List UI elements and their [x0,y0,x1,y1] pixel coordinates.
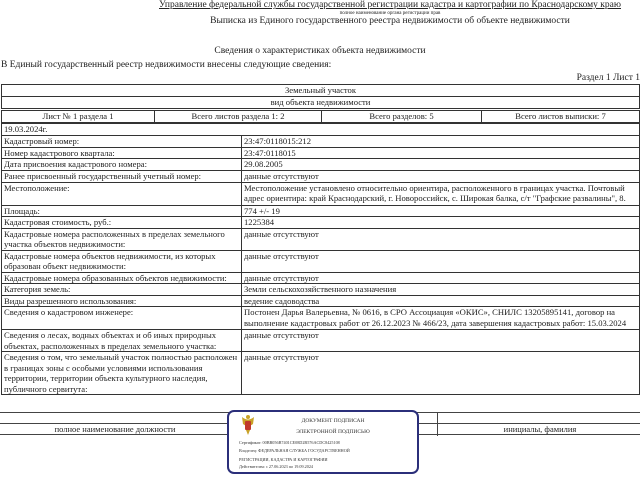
row-value: Местоположение установлено относительно ориентира, расположенного в границах участка. Почтовый адрес ориентира: край Краснодарский, г. Новороссийск, с. Широкая балка, с/т "Графские развалины", 8. [242,182,640,205]
e-signature-stamp [227,410,419,474]
row-value: Земли сельскохозяйственного назначения [242,284,640,296]
stamp-line1: ДОКУМЕНТ ПОДПИСАН [301,418,365,424]
section-sheets-total: Всего листов раздела 1: 2 [155,111,322,123]
table-row [2,307,640,330]
row-value: данные отсутствуют [242,228,640,250]
row-label: Кадастровый номер: [2,136,242,148]
table-row [2,295,640,307]
row-value: данные отсутствуют [242,272,640,284]
main-table-a [1,123,640,171]
stamp-certificate: Сертификат: 00BB056B7401CE08D2B576ACDC8425108 [239,440,340,445]
section-title: Сведения о характеристиках объекта недвижимости [214,46,426,56]
row-label: Категория земель: [2,284,242,296]
table-row [2,272,640,284]
table-row [2,136,640,148]
row-label: Кадастровые номера образованных объектов недвижимости: [2,272,242,284]
row-label: Кадастровые номера расположенных в пределах земельного участка объектов недвижимости: [2,228,242,250]
authority-name: Управление федеральной службы государственной регистрации кадастра и картографии по Краснодарскому краю [159,0,621,10]
section-ref: Раздел 1 Лист 1 [576,73,640,83]
stamp-line2: ЭЛЕКТРОННОЙ ПОДПИСЬЮ [296,429,370,435]
sheet-info-table [1,110,640,123]
main-table-b [1,170,640,395]
row-label: Виды разрешенного использования: [2,295,242,307]
extract-date: 19.03.2024г. [2,124,640,136]
row-label: Сведения о кадастровом инженере: [2,307,242,330]
row-label: Сведения о лесах, водных объектах и об иных природных объектах, расположенных в пределах земельного участка: [2,330,242,352]
table-row [2,182,640,205]
row-value: 23:47:0118015:212 [242,136,640,148]
sections-total: Всего разделов: 5 [322,111,482,123]
stamp-owner2: РЕГИСТРАЦИИ, КАДАСТРА И КАРТОГРАФИИ [239,457,328,462]
table-row [2,352,640,395]
document-title: Выписка из Единого государственного реестра недвижимости об объекте недвижимости [210,16,570,26]
table-row [2,147,640,159]
row-value: 1225384 [242,217,640,229]
row-value: данные отсутствуют [242,330,640,352]
table-row [2,330,640,352]
row-label: Кадастровые номера объектов недвижимости, из которых образован объект недвижимости: [2,250,242,272]
row-label: Кадастровая стоимость, руб.: [2,217,242,229]
position-caption: полное наименование должности [54,424,176,434]
object-type-table [1,84,640,109]
row-label: Ранее присвоенный государственный учетный номер: [2,171,242,183]
row-value: данные отсутствуют [242,171,640,183]
table-row [2,217,640,229]
object-type: Земельный участок [2,85,640,97]
table-row [2,205,640,217]
row-value: данные отсутствуют [242,352,640,395]
table-row [2,228,640,250]
row-value: данные отсутствуют [242,250,640,272]
intro-text: В Единый государственный реестр недвижимости внесены следующие сведения: [1,60,332,70]
row-value: 29.08.2005 [242,159,640,171]
row-label: Дата присвоения кадастрового номера: [2,159,242,171]
row-label: Номер кадастрового квартала: [2,147,242,159]
row-label: Площадь: [2,205,242,217]
row-value: 23:47:0118015 [242,147,640,159]
extract-sheets-total: Всего листов выписки: 7 [482,111,640,123]
table-row [2,284,640,296]
row-label: Сведения о том, что земельный участок полностью расположен в границах зоны с особыми условиями использования территории, территории объекта культурного наследия, публичного сервитута: [2,352,242,395]
name-caption: инициалы, фамилия [503,424,577,434]
row-label: Местоположение: [2,182,242,205]
stamp-validity: Действителен: с 27.06.2023 по 19.09.2024 [239,464,314,469]
table-row [2,250,640,272]
table-row [2,171,640,183]
object-type-caption: вид объекта недвижимости [2,97,640,109]
sheet-number: Лист № 1 раздела 1 [2,111,155,123]
row-value: 774 +/- 19 [242,205,640,217]
table-row [2,159,640,171]
authority-caption: полное наименование органа регистрации прав [339,11,441,16]
row-value: ведение садоводства [242,295,640,307]
row-value: Постонен Дарья Валерьевна, № 0616, в СРО Ассоциация «ОКИС», СНИЛС 13205895141, договор на выполнение кадастровых работ от 26.12.2023 № 466/23, дата завершения кадастровых работ: 15.03.2024 [242,307,640,330]
stamp-owner: Владелец: ФЕДЕРАЛЬНАЯ СЛУЖБА ГОСУДАРСТВЕННОЙ [239,448,350,453]
